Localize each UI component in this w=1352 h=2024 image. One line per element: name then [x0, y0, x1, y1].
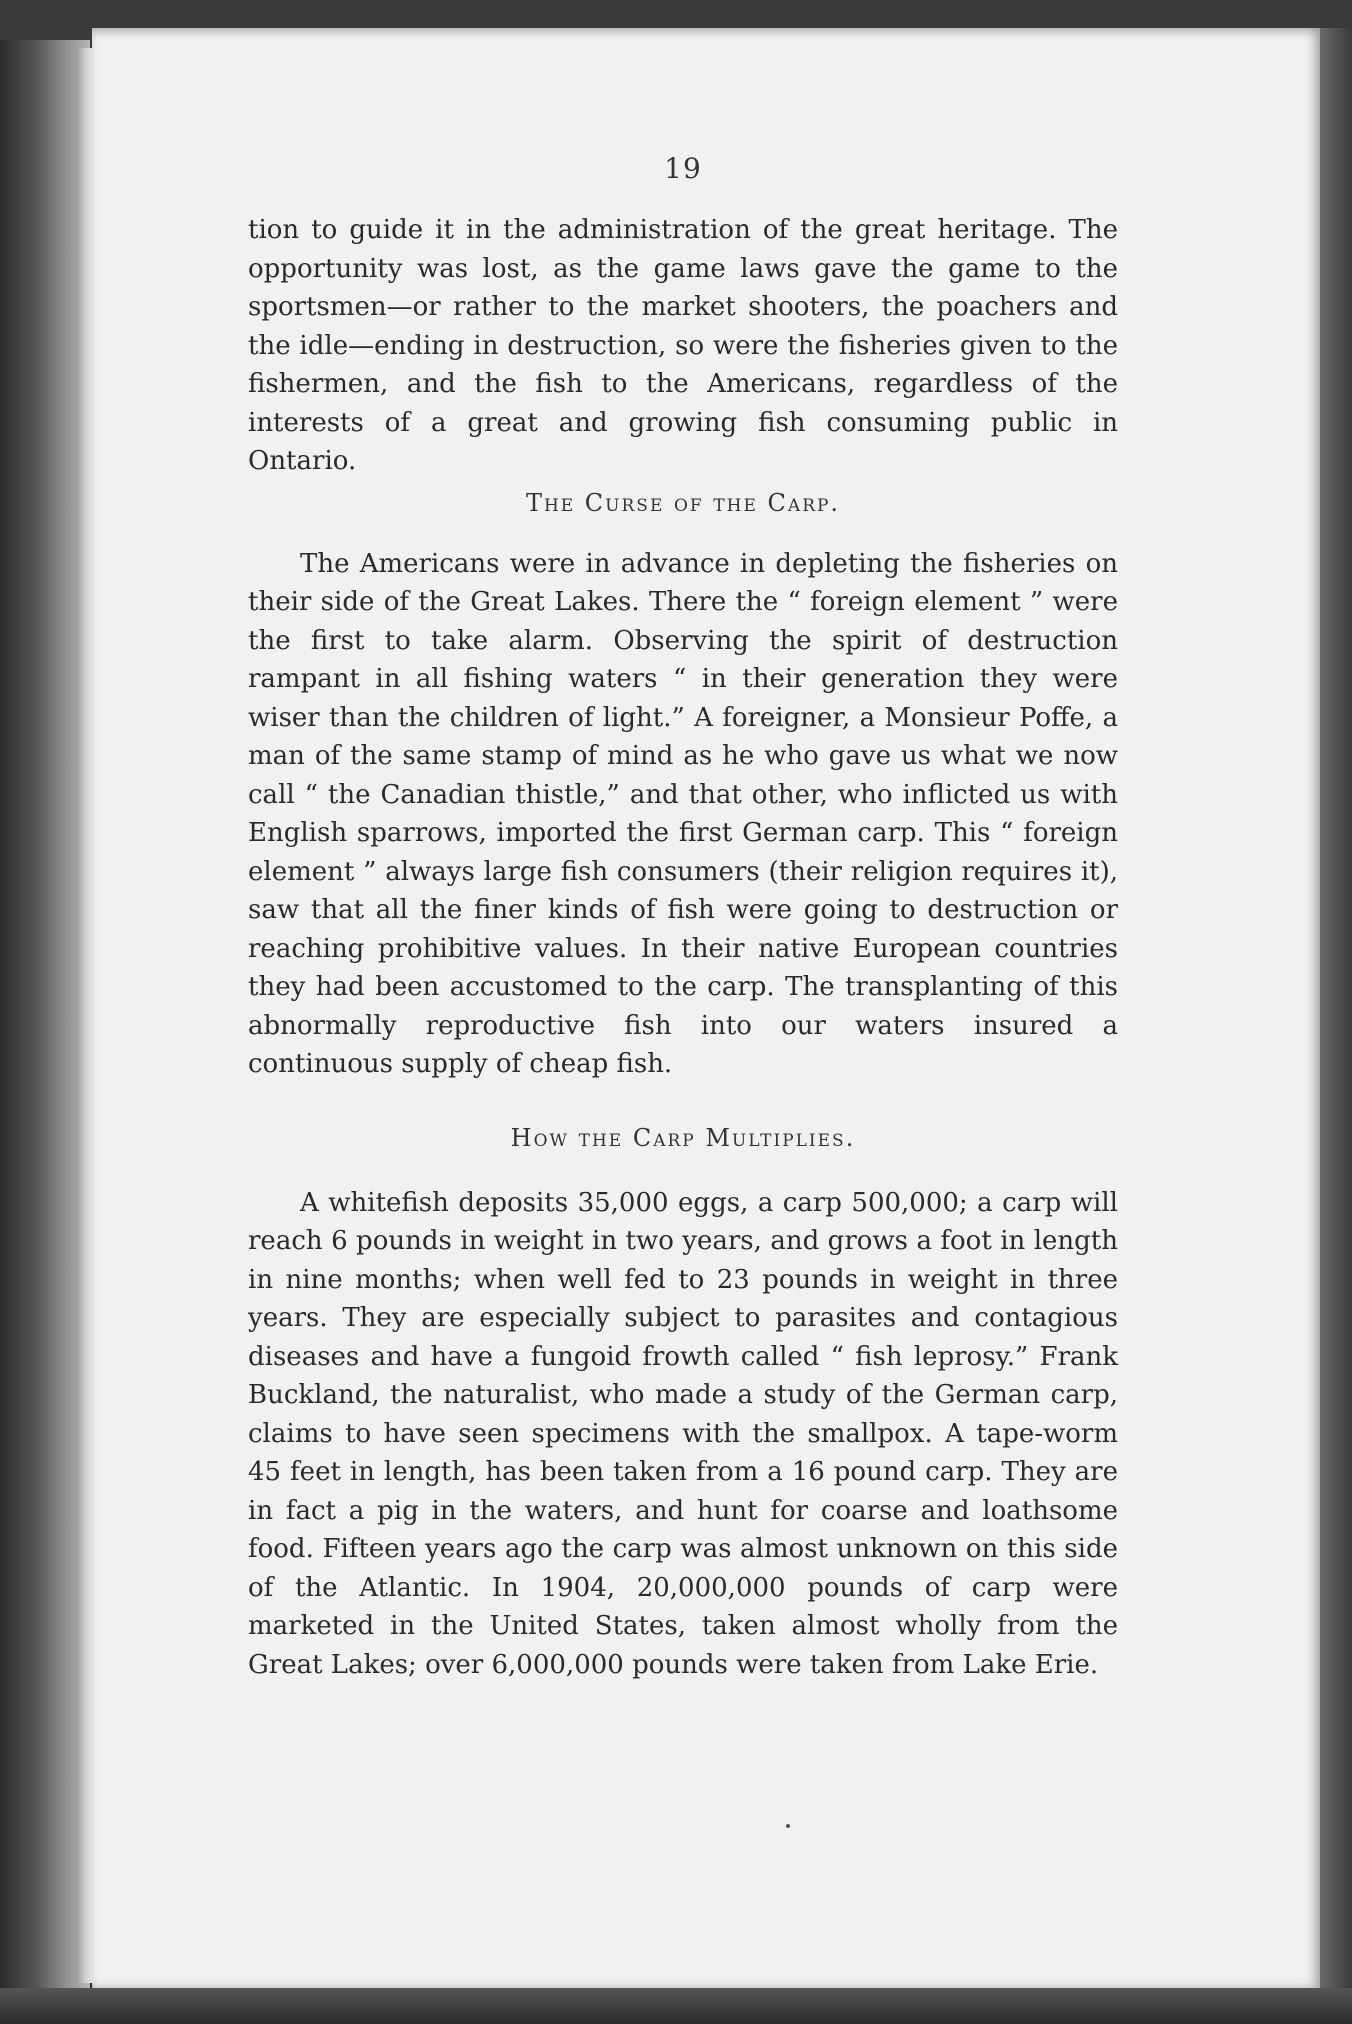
right-page-edge [1320, 28, 1352, 1988]
page-text-block [248, 140, 1118, 1684]
bottom-page-edge [0, 1988, 1352, 2024]
paragraph-multiplies: A whitefish deposits 35,000 eggs, a carp 500,000; a carp will reach 6 pounds in weight in two years, and grows a foot in length in nine months; when well fed to 23 pounds in weight in three years. They are especially subject to parasites and contagious diseases and have a fungoid frowth called “ fish leprosy.” Frank Buckland, the naturalist, who made a study of the German carp, claims to have seen specimens with the smallpox. A tape-worm 45 feet in length, has been taken from a 16 pound carp. They are in fact a pig in the waters, and hunt for coarse and loathsome food. Fifteen years ago the carp was almost unknown on this side of the Atlantic. In 1904, 20,000,000 pounds of carp were marketed in the United States, taken almost wholly from the Great Lakes; over 6,000,000 pounds were taken from Lake Erie. [248, 1187, 1118, 1680]
paragraph-curse: The Americans were in advance in depleting the fisheries on their side of the Great Lakes. There the “ foreign element ” were the first to take alarm. Observing the spirit of destruction rampant in all fishing waters “ in their generation they were wiser than the children of light.” A foreigner, a Monsieur Poffe, a man of the same stamp of mind as he who gave us what we now call “ the Canadian thistle,” and that other, who inflicted us with English sparrows, imported the first German carp. This “ foreign element ” always large fish consumers (their religion requires it), saw that all the finer kinds of fish were going to destruction or reaching prohibitive values. In their native European countries they had been accustomed to the carp. The transplanting of this abnormally reproductive fish into our waters insured a continuous supply of cheap fish. [248, 548, 1118, 1079]
section-heading-curse: The Curse of the Carp. [525, 488, 841, 517]
paragraph-intro: tion to guide it in the administration of the great heritage. The opportunity was lost, as the game laws gave the game to the sportsmen—or rather to the market shooters, the poachers and the idle—ending in destruction, so were the fisheries given to the fishermen, and the fish to the Americans, regardless of the interests of a great and growing fish consuming public in Ontario. [248, 215, 1118, 476]
page-number: 19 [664, 152, 702, 185]
section-heading-multiplies: How the Carp Multiplies. [510, 1123, 856, 1152]
ink-speck [786, 1824, 790, 1828]
